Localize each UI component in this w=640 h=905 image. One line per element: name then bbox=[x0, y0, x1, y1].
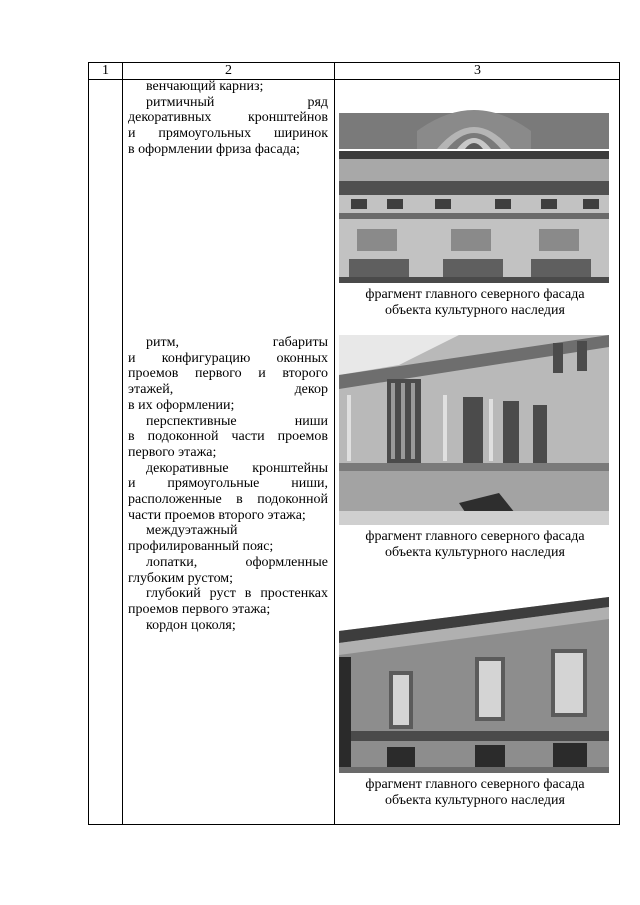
column-divider-2 bbox=[334, 63, 335, 824]
header-col-2: 2 bbox=[225, 63, 232, 78]
caption-line: объекта культурного наследия bbox=[385, 303, 565, 318]
text-line: глубоким рустом; bbox=[128, 570, 234, 586]
text-line: этажей, декор bbox=[128, 382, 328, 398]
column-divider-1 bbox=[122, 63, 123, 824]
caption-line: объекта культурного наследия bbox=[385, 545, 565, 560]
text-line: в их оформлении; bbox=[128, 397, 235, 413]
text-line: части проемов второго этажа; bbox=[128, 507, 306, 523]
text-line: ритм, габариты bbox=[146, 335, 328, 350]
elements-list-cornice bbox=[128, 79, 328, 158]
header-col-3: 3 bbox=[474, 63, 481, 78]
caption-line: фрагмент главного северного фасада bbox=[365, 777, 585, 792]
caption-line: объекта культурного наследия bbox=[385, 793, 565, 808]
photo-caption-2 bbox=[335, 529, 615, 561]
text-line: и прямоугольных ширинок bbox=[128, 126, 329, 142]
text-line: проемов первого и второго bbox=[128, 366, 328, 382]
caption-line: фрагмент главного северного фасада bbox=[365, 529, 585, 544]
facade-photo-windows bbox=[339, 335, 609, 525]
photo-caption-1 bbox=[335, 287, 615, 319]
facade-photo-cornice bbox=[339, 91, 609, 283]
text-line: ритмичный ряд bbox=[146, 94, 328, 110]
text-line: венчающий карниз; bbox=[146, 79, 264, 94]
text-line: перспективные ниши bbox=[146, 413, 328, 429]
text-line: и прямоугольные ниши, bbox=[128, 476, 328, 492]
elements-list-facade bbox=[128, 335, 328, 633]
text-line: лопатки, оформленные bbox=[146, 554, 328, 570]
heritage-table bbox=[88, 62, 620, 825]
header-col-1: 1 bbox=[102, 63, 109, 78]
text-line: и конфигурацию оконных bbox=[128, 350, 328, 366]
text-line: проемов первого этажа; bbox=[128, 601, 271, 617]
photo-caption-3 bbox=[335, 777, 615, 809]
text-line: декоративных кронштейнов bbox=[128, 110, 328, 126]
text-line: профилированный пояс; bbox=[128, 539, 274, 555]
facade-photo-perspective bbox=[339, 597, 609, 773]
text-line: междуэтажный bbox=[146, 523, 238, 539]
text-line: расположенные в подоконной bbox=[128, 492, 328, 508]
text-line: глубокий руст в простенках bbox=[146, 586, 328, 602]
text-line: декоративные кронштейны bbox=[146, 460, 328, 476]
text-line: в подоконной части проемов bbox=[128, 429, 328, 445]
caption-line: фрагмент главного северного фасада bbox=[365, 287, 585, 302]
text-line: кордон цоколя; bbox=[146, 617, 236, 633]
text-line: первого этажа; bbox=[128, 444, 217, 460]
text-line: в оформлении фриза фасада; bbox=[128, 141, 300, 157]
